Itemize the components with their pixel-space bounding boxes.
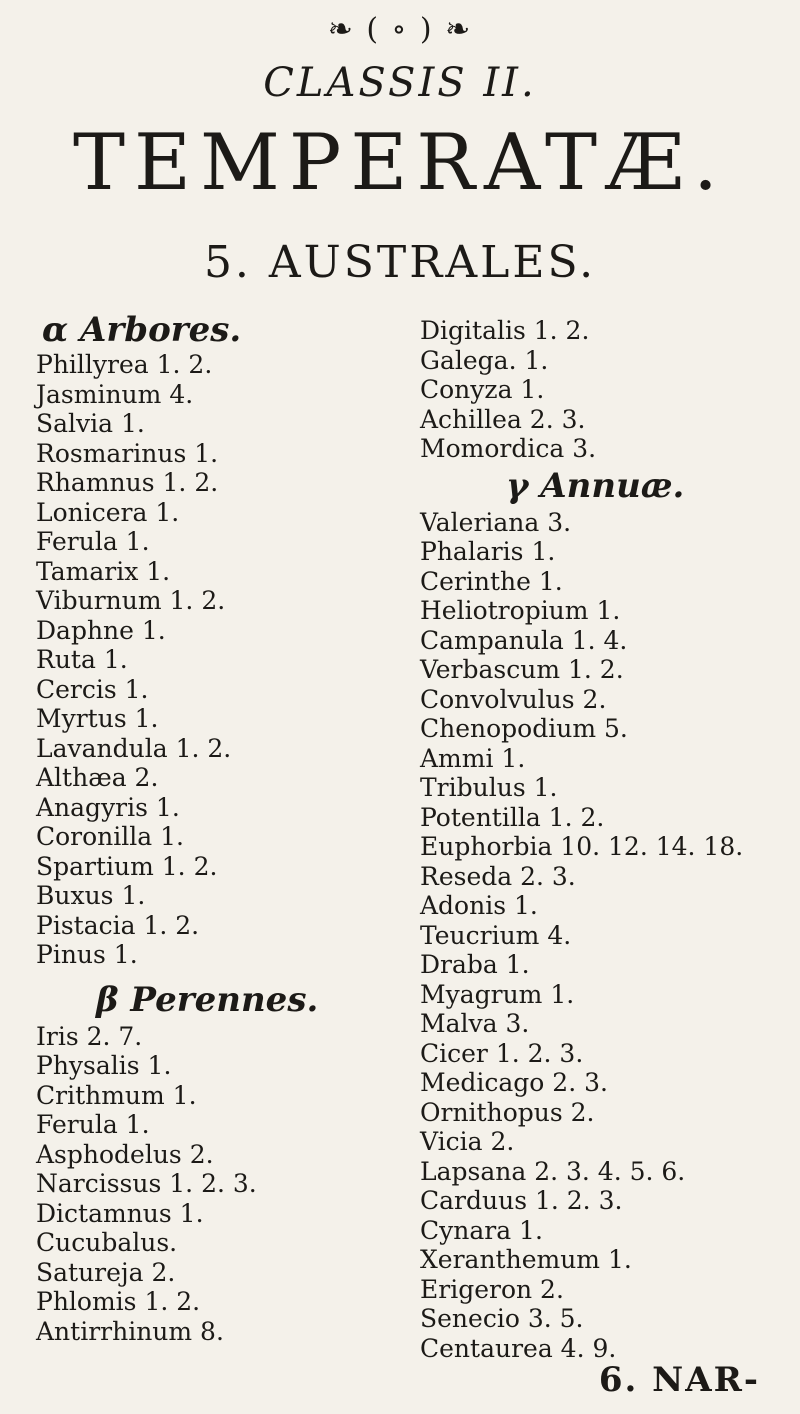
list-item: Erigeron 2. bbox=[420, 1274, 564, 1304]
perennes-list bbox=[36, 1022, 396, 1347]
list-item: Rosmarinus 1. bbox=[36, 438, 219, 468]
list-item: Physalis 1. bbox=[36, 1051, 172, 1080]
list-item: Carduus 1. 2. 3. bbox=[420, 1186, 623, 1215]
list-item: Phalaris 1. bbox=[420, 537, 556, 566]
arbores-heading: α Arbores. bbox=[42, 310, 242, 350]
list-item: Dictamnus 1. bbox=[36, 1198, 204, 1228]
list-item: Adonis 1. bbox=[420, 891, 538, 920]
annuae-list bbox=[420, 508, 790, 1364]
list-item: Pistacia 1. 2. bbox=[36, 910, 200, 940]
perennes-heading: β Perennes. bbox=[96, 979, 319, 1020]
list-item: Tribulus 1. bbox=[420, 773, 558, 802]
list-item: Jasminum 4. bbox=[36, 379, 194, 409]
list-item: Verbascum 1. 2. bbox=[420, 655, 624, 684]
list-item: Draba 1. bbox=[420, 950, 530, 979]
annuae-heading: γ Annuæ. bbox=[506, 465, 685, 506]
list-item: Centaurea 4. 9. bbox=[420, 1333, 617, 1363]
page-title: TEMPERATÆ. bbox=[73, 118, 727, 208]
list-item: Antirrhinum 8. bbox=[36, 1316, 224, 1346]
header-ornament: ❧ ( ∘ ) ❧ bbox=[327, 12, 473, 47]
list-item: Satureja 2. bbox=[36, 1257, 176, 1287]
list-item: Vicia 2. bbox=[420, 1127, 515, 1156]
list-item: Cerinthe 1. bbox=[420, 566, 563, 596]
list-item: Phlomis 1. 2. bbox=[36, 1287, 201, 1316]
list-item: Ferula 1. bbox=[36, 527, 150, 556]
left-column bbox=[36, 310, 396, 1346]
list-item: Myagrum 1. bbox=[420, 979, 575, 1009]
list-item: Lapsana 2. 3. 4. 5. 6. bbox=[420, 1156, 686, 1186]
list-item: Ruta 1. bbox=[36, 645, 128, 674]
list-item: Momordica 3. bbox=[420, 434, 597, 463]
list-item: Senecio 3. 5. bbox=[420, 1304, 584, 1333]
right-column bbox=[420, 316, 790, 1363]
list-item: Ammi 1. bbox=[420, 743, 526, 773]
list-item: Cicer 1. 2. 3. bbox=[420, 1038, 584, 1068]
list-item: Xeranthemum 1. bbox=[420, 1245, 632, 1274]
list-item: Daphne 1. bbox=[36, 615, 166, 645]
list-item: Rhamnus 1. 2. bbox=[36, 468, 219, 497]
section-subtitle: 5. AUSTRALES. bbox=[203, 237, 597, 288]
list-item: Ornithopus 2. bbox=[420, 1097, 595, 1127]
list-item: Digitalis 1. 2. bbox=[420, 316, 590, 345]
list-item: Cynara 1. bbox=[420, 1215, 543, 1245]
list-item: Viburnum 1. 2. bbox=[36, 586, 226, 615]
list-item: Myrtus 1. bbox=[36, 704, 159, 733]
list-item: Reseda 2. 3. bbox=[420, 861, 576, 891]
list-item: Valeriana 3. bbox=[420, 507, 572, 537]
list-item: Buxus 1. bbox=[36, 881, 146, 910]
list-item: Cercis 1. bbox=[36, 674, 149, 704]
list-item: Pinus 1. bbox=[36, 940, 138, 969]
list-item: Crithmum 1. bbox=[36, 1080, 197, 1110]
list-item: Phillyrea 1. 2. bbox=[36, 350, 213, 379]
list-item: Iris 2. 7. bbox=[36, 1021, 143, 1051]
list-item: Anagyris 1. bbox=[36, 792, 180, 822]
list-item: Narcissus 1. 2. 3. bbox=[36, 1169, 257, 1198]
list-item: Heliotropium 1. bbox=[420, 596, 621, 625]
list-item: Cucubalus. bbox=[36, 1228, 178, 1257]
list-item: Campanula 1. 4. bbox=[420, 625, 628, 655]
list-item: Coronilla 1. bbox=[36, 822, 184, 851]
list-item: Salvia 1. bbox=[36, 409, 145, 438]
list-item: Asphodelus 2. bbox=[36, 1139, 214, 1169]
list-item: Conyza 1. bbox=[420, 375, 545, 404]
list-item: Lavandula 1. 2. bbox=[36, 733, 232, 763]
list-item: Malva 3. bbox=[420, 1009, 530, 1038]
list-item: Teucrium 4. bbox=[420, 920, 572, 950]
list-item: Spartium 1. 2. bbox=[36, 851, 218, 881]
catchword: 6. NAR- bbox=[598, 1360, 760, 1400]
list-item: Lonicera 1. bbox=[36, 497, 180, 527]
list-item: Medicago 2. 3. bbox=[420, 1068, 608, 1097]
list-item: Achillea 2. 3. bbox=[420, 404, 586, 434]
list-item: Chenopodium 5. bbox=[420, 714, 628, 743]
list-item: Tamarix 1. bbox=[36, 556, 171, 586]
list-item: Ferula 1. bbox=[36, 1110, 150, 1139]
classis-heading: CLASSIS II. bbox=[263, 60, 537, 106]
list-item: Galega. 1. bbox=[420, 345, 549, 375]
list-item: Euphorbia 10. 12. 14. 18. bbox=[420, 832, 744, 861]
list-item: Althæa 2. bbox=[36, 763, 159, 792]
list-item: Convolvulus 2. bbox=[420, 684, 607, 714]
perennes-continued-list bbox=[420, 316, 790, 464]
arbores-list bbox=[36, 350, 396, 970]
list-item: Potentilla 1. 2. bbox=[420, 802, 605, 832]
